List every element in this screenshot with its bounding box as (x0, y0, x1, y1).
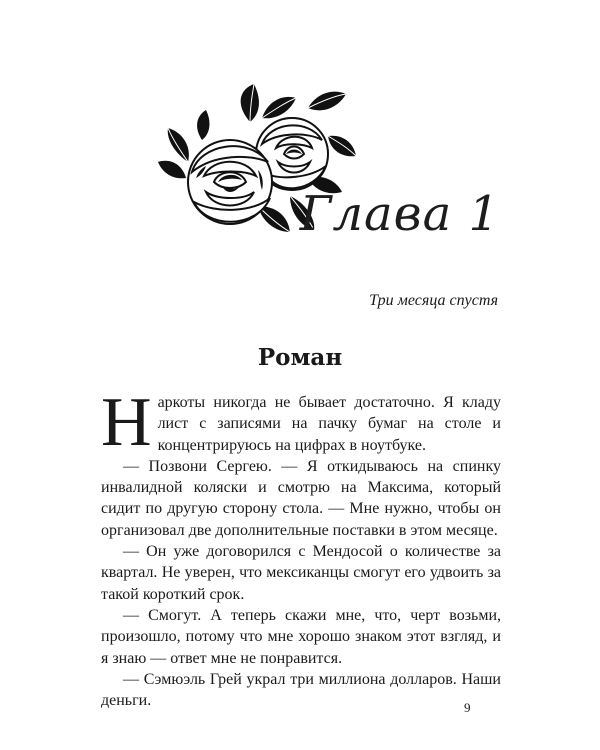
paragraph (101, 384, 501, 461)
chapter-subtitle: Три месяца спустя (369, 292, 498, 309)
paragraph: — Он уже договорился с Мендосой о количестве за квартал. Не уверен, что мексиканцы смогут его удвоить за такой короткий срок. (101, 543, 501, 603)
paragraph: — Позвони Сергею. — Я откидываюсь на спинку инвалидной коляски и смотрю на Максима, который сидит по другую сторону стола. — Мне нужно, чтобы он организовал две дополнительные поставки в этом месяце. (101, 457, 501, 539)
chapter-title: Глава 1 (299, 186, 500, 242)
drop-cap: Н (101, 384, 152, 461)
pov-heading: Роман (257, 344, 343, 371)
paragraph-text: аркоты никогда не бывает достаточно. Я кладу лист с записями на пачку бумаг на столе и концентрируюсь на цифрах в ноутбуке. (157, 394, 501, 454)
paragraph: — Сэмюэль Грей украл три миллиона долларов. Наши деньги. (101, 670, 501, 710)
page-number: 9 (464, 700, 471, 715)
body-text (101, 384, 501, 711)
paragraph: — Смогут. А теперь скажи мне, что, черт возьми, произошло, потому что мне хорошо знаком этот взгляд, и я знаю — ответ мне не понравится. (101, 606, 501, 667)
